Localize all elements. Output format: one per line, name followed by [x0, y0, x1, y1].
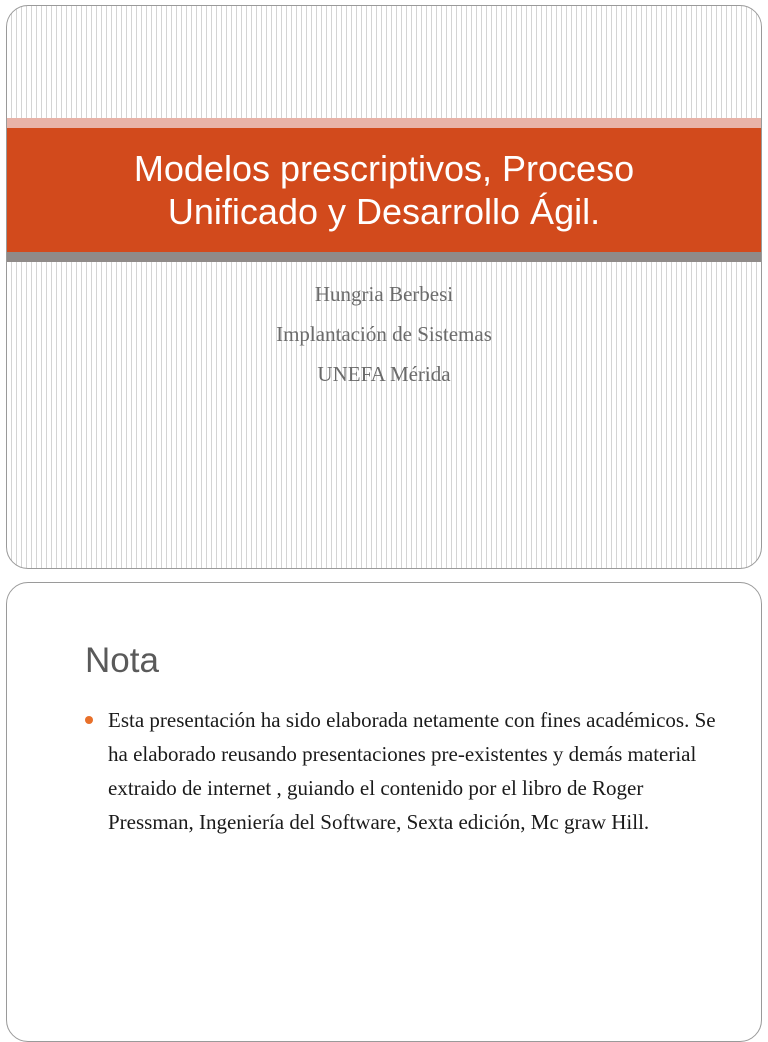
author-name: Hungria Berbesi [314, 282, 454, 306]
note-slide [6, 582, 762, 1042]
bullet-text: Esta presentación ha sido elaborada netamente con fines académicos. Se ha elaborado reusando presentaciones pre-existentes y demás material extraido de internet , guiando el contenido por el libro de Roger Pressman, Ingeniería del Software, Sexta edición, Mc graw Hill. [108, 708, 716, 834]
accent-strip-top [7, 118, 761, 128]
bullet-dot-icon [85, 716, 93, 724]
subtitle-block [7, 274, 761, 394]
slide-title [64, 147, 704, 233]
bullet-item [85, 703, 725, 839]
institution-name: UNEFA Mérida [317, 362, 451, 386]
course-name: Implantación de Sistemas [276, 322, 492, 346]
accent-strip-bottom [7, 252, 761, 262]
slide-title-line-1: Modelos prescriptivos, Proceso [133, 148, 635, 189]
title-slide [6, 5, 762, 569]
title-band [7, 128, 761, 252]
slide-title-line-2: Unificado y Desarrollo Ágil. [167, 191, 601, 232]
slide-heading: Nota [85, 641, 159, 680]
